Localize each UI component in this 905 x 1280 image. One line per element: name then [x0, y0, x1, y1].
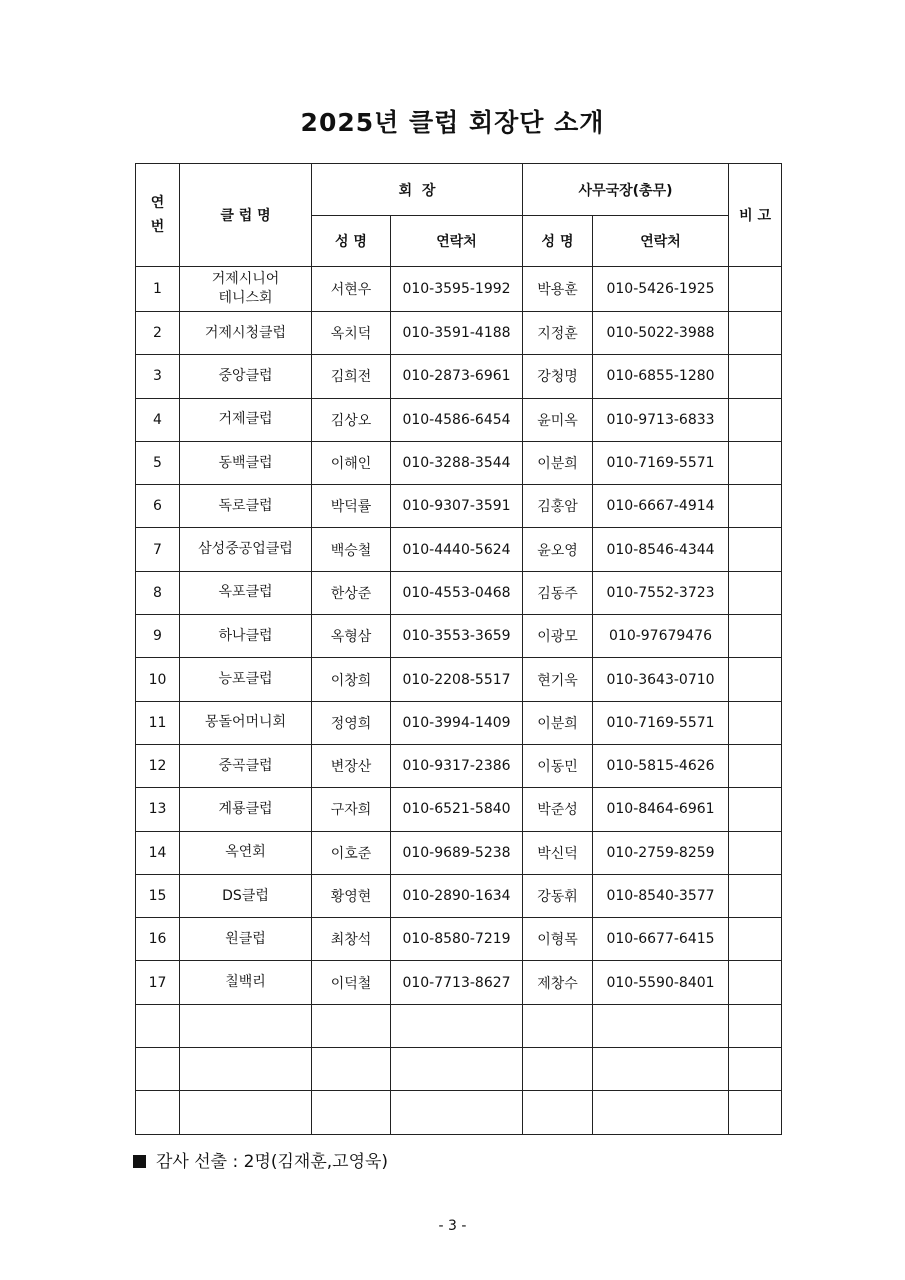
secretary-phone: 010-8540-3577 — [593, 874, 729, 917]
remark — [729, 701, 782, 744]
president-phone: 010-3591-4188 — [391, 312, 523, 355]
secretary-name — [523, 1048, 593, 1091]
table-row — [136, 1004, 782, 1047]
secretary-phone: 010-8464-6961 — [593, 788, 729, 831]
club-name: 거제클럽 — [180, 398, 312, 441]
club-name: 독로클럽 — [180, 485, 312, 528]
secretary-name: 박신덕 — [523, 831, 593, 874]
secretary-phone: 010-5815-4626 — [593, 744, 729, 787]
row-number: 11 — [136, 701, 180, 744]
president-name: 황영현 — [312, 874, 391, 917]
row-number: 1 — [136, 267, 180, 312]
club-name — [180, 1004, 312, 1047]
square-bullet-icon — [133, 1155, 146, 1168]
table-row — [136, 571, 782, 614]
secretary-phone: 010-6677-6415 — [593, 918, 729, 961]
row-number: 12 — [136, 744, 180, 787]
president-phone: 010-3288-3544 — [391, 441, 523, 484]
club-name: 거제시니어 테니스회 — [180, 267, 312, 312]
row-number: 3 — [136, 355, 180, 398]
row-number: 8 — [136, 571, 180, 614]
remark — [729, 528, 782, 571]
remark — [729, 831, 782, 874]
remark — [729, 918, 782, 961]
president-name — [312, 1091, 391, 1134]
header-president-contact: 연락처 — [391, 216, 523, 267]
club-name: 거제시청클럽 — [180, 312, 312, 355]
audit-note-text: 감사 선출 : 2명(김재훈,고영욱) — [156, 1152, 389, 1172]
secretary-phone: 010-3643-0710 — [593, 658, 729, 701]
secretary-phone: 010-97679476 — [593, 615, 729, 658]
president-name: 서현우 — [312, 267, 391, 312]
header-no: 연 번 — [136, 164, 180, 267]
row-number: 13 — [136, 788, 180, 831]
president-name: 박덕률 — [312, 485, 391, 528]
table-row — [136, 441, 782, 484]
table-row — [136, 1048, 782, 1091]
president-name: 최창석 — [312, 918, 391, 961]
row-number: 10 — [136, 658, 180, 701]
header-president: 회 장 — [312, 164, 523, 216]
president-name: 이해인 — [312, 441, 391, 484]
remark — [729, 615, 782, 658]
row-number: 4 — [136, 398, 180, 441]
remark — [729, 658, 782, 701]
secretary-name: 윤오영 — [523, 528, 593, 571]
president-name: 김희전 — [312, 355, 391, 398]
table-row — [136, 744, 782, 787]
president-name: 한상준 — [312, 571, 391, 614]
remark — [729, 355, 782, 398]
table-row — [136, 312, 782, 355]
secretary-name: 윤미옥 — [523, 398, 593, 441]
secretary-name: 김동주 — [523, 571, 593, 614]
secretary-name: 제창수 — [523, 961, 593, 1004]
header-secretary-name: 성 명 — [523, 216, 593, 267]
secretary-phone — [593, 1048, 729, 1091]
club-name: 중앙클럽 — [180, 355, 312, 398]
president-phone: 010-3994-1409 — [391, 701, 523, 744]
remark — [729, 312, 782, 355]
club-name: 원클럽 — [180, 918, 312, 961]
president-phone: 010-3553-3659 — [391, 615, 523, 658]
row-number: 9 — [136, 615, 180, 658]
table-row — [136, 961, 782, 1004]
president-name: 이창희 — [312, 658, 391, 701]
president-phone: 010-9317-2386 — [391, 744, 523, 787]
table-row — [136, 831, 782, 874]
club-officers-table — [135, 163, 782, 1135]
club-name: 동백클럽 — [180, 441, 312, 484]
club-name: 옥포클럽 — [180, 571, 312, 614]
president-phone: 010-4440-5624 — [391, 528, 523, 571]
president-name: 이덕철 — [312, 961, 391, 1004]
audit-note — [133, 1147, 388, 1172]
row-number — [136, 1004, 180, 1047]
president-phone: 010-8580-7219 — [391, 918, 523, 961]
header-club-name: 클 럽 명 — [180, 164, 312, 267]
remark — [729, 788, 782, 831]
table-row — [136, 701, 782, 744]
secretary-phone: 010-9713-6833 — [593, 398, 729, 441]
secretary-name: 박용훈 — [523, 267, 593, 312]
president-phone: 010-6521-5840 — [391, 788, 523, 831]
club-name: 몽돌어머니회 — [180, 701, 312, 744]
remark — [729, 1048, 782, 1091]
president-phone: 010-9307-3591 — [391, 485, 523, 528]
secretary-name: 이분희 — [523, 441, 593, 484]
table-row — [136, 398, 782, 441]
club-name: 삼성중공업클럽 — [180, 528, 312, 571]
secretary-phone — [593, 1091, 729, 1134]
secretary-phone: 010-7169-5571 — [593, 701, 729, 744]
secretary-phone: 010-8546-4344 — [593, 528, 729, 571]
secretary-name: 강청명 — [523, 355, 593, 398]
president-name: 구자희 — [312, 788, 391, 831]
secretary-name: 김홍암 — [523, 485, 593, 528]
remark — [729, 485, 782, 528]
remark — [729, 571, 782, 614]
table-row — [136, 615, 782, 658]
president-phone — [391, 1091, 523, 1134]
table-row — [136, 267, 782, 312]
club-name: 중곡클럽 — [180, 744, 312, 787]
club-name: 계룡클럽 — [180, 788, 312, 831]
club-name: 옥연회 — [180, 831, 312, 874]
remark — [729, 1091, 782, 1134]
president-phone: 010-2890-1634 — [391, 874, 523, 917]
secretary-phone: 010-6667-4914 — [593, 485, 729, 528]
secretary-name: 이분희 — [523, 701, 593, 744]
secretary-name: 지정훈 — [523, 312, 593, 355]
secretary-name: 현기욱 — [523, 658, 593, 701]
club-name: 하나클럽 — [180, 615, 312, 658]
header-president-name: 성 명 — [312, 216, 391, 267]
secretary-phone: 010-6855-1280 — [593, 355, 729, 398]
table-row — [136, 1091, 782, 1134]
president-phone: 010-7713-8627 — [391, 961, 523, 1004]
page-number: - 3 - — [438, 1218, 467, 1234]
table-row — [136, 788, 782, 831]
president-name: 변장산 — [312, 744, 391, 787]
row-number: 14 — [136, 831, 180, 874]
president-name: 정영희 — [312, 701, 391, 744]
remark — [729, 441, 782, 484]
remark — [729, 744, 782, 787]
secretary-name: 이광모 — [523, 615, 593, 658]
president-phone: 010-4586-6454 — [391, 398, 523, 441]
secretary-phone: 010-5426-1925 — [593, 267, 729, 312]
header-secretary-contact: 연락처 — [593, 216, 729, 267]
president-phone — [391, 1004, 523, 1047]
table-row — [136, 485, 782, 528]
secretary-phone: 010-5590-8401 — [593, 961, 729, 1004]
remark — [729, 961, 782, 1004]
table-row — [136, 528, 782, 571]
secretary-phone: 010-2759-8259 — [593, 831, 729, 874]
club-name — [180, 1048, 312, 1091]
secretary-name: 박준성 — [523, 788, 593, 831]
table-row — [136, 918, 782, 961]
secretary-name — [523, 1004, 593, 1047]
row-number: 16 — [136, 918, 180, 961]
president-phone — [391, 1048, 523, 1091]
row-number: 17 — [136, 961, 180, 1004]
president-phone: 010-9689-5238 — [391, 831, 523, 874]
row-number: 6 — [136, 485, 180, 528]
president-name — [312, 1048, 391, 1091]
club-name — [180, 1091, 312, 1134]
secretary-name: 이형목 — [523, 918, 593, 961]
secretary-name: 이동민 — [523, 744, 593, 787]
club-name: DS클럽 — [180, 874, 312, 917]
row-number — [136, 1048, 180, 1091]
table-body — [136, 267, 782, 1135]
president-phone: 010-2208-5517 — [391, 658, 523, 701]
page-title: 2025년 클럽 회장단 소개 — [300, 108, 605, 137]
president-name — [312, 1004, 391, 1047]
remark — [729, 1004, 782, 1047]
secretary-name — [523, 1091, 593, 1134]
president-name: 이호준 — [312, 831, 391, 874]
row-number: 5 — [136, 441, 180, 484]
table-row — [136, 355, 782, 398]
row-number: 2 — [136, 312, 180, 355]
row-number: 7 — [136, 528, 180, 571]
secretary-name: 강동휘 — [523, 874, 593, 917]
row-number: 15 — [136, 874, 180, 917]
remark — [729, 267, 782, 312]
secretary-phone: 010-7169-5571 — [593, 441, 729, 484]
secretary-phone: 010-7552-3723 — [593, 571, 729, 614]
table-row — [136, 658, 782, 701]
president-name: 백승철 — [312, 528, 391, 571]
secretary-phone: 010-5022-3988 — [593, 312, 729, 355]
remark — [729, 398, 782, 441]
president-name: 옥형삼 — [312, 615, 391, 658]
president-name: 김상오 — [312, 398, 391, 441]
president-phone: 010-3595-1992 — [391, 267, 523, 312]
table-row — [136, 874, 782, 917]
row-number — [136, 1091, 180, 1134]
president-phone: 010-2873-6961 — [391, 355, 523, 398]
header-secretary: 사무국장(총무) — [523, 164, 729, 216]
club-name: 칠백리 — [180, 961, 312, 1004]
header-remarks: 비 고 — [729, 164, 782, 267]
remark — [729, 874, 782, 917]
president-name: 옥치덕 — [312, 312, 391, 355]
secretary-phone — [593, 1004, 729, 1047]
president-phone: 010-4553-0468 — [391, 571, 523, 614]
club-name: 능포클럽 — [180, 658, 312, 701]
